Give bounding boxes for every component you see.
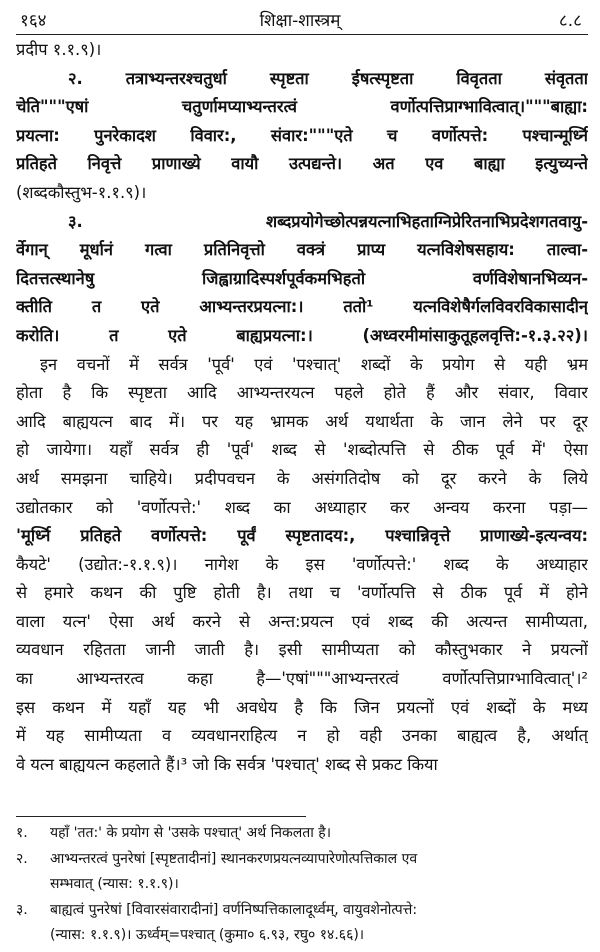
header-rule [16,34,588,35]
footnote-3-continuation: (न्यास: १.१.९)। ऊर्ध्वम्=पश्चात् (कुमा० ६.९३, रघु० १४.६६)। [50,927,365,943]
footnote-3 [16,898,588,924]
quote-line: क्तीति त एते आभ्यन्तरप्रयत्ना:। ततो¹ यत्नविशेषैर्गलविवरविकासादीन् [16,297,588,317]
footnote-text: यहाँ 'तत:' के प्रयोग से 'उसके पश्चात्' अर्थ निकलता है। [50,825,332,841]
section-number: ८.८ [558,11,582,31]
footnote-number: ३. [16,901,28,918]
main-text [16,36,588,779]
page-number: १६४ [20,11,47,31]
quote-line: दितत्तत्स्थानेषु जिह्वाग्रादिस्पर्शपूर्वकमभिहतो वर्णविशेषानभिव्यन- [16,268,588,288]
text-line: प्रदीप १.१.९)। [16,40,102,59]
text-line: कैयटे' (उद्योत:-१.१.९)। नागेश के इस 'वर्णोत्पत्ते:' शब्द के अध्याहार [16,554,588,574]
text-line: का आभ्यन्तरत्व कहा है—'एषां"""आभ्यन्तरत्वं वर्णोत्पत्तिप्राग्भावित्वात्'।² [16,669,588,689]
footnote-2-continuation: सम्भवात् (न्यास: १.१.९)। [50,876,179,892]
citation-line: (शब्दकौस्तुभ-१.१.९)। [16,182,147,202]
text-line: आदि बाह्ययत्न बाद में। पर यह भ्रामक अर्थ यथार्थता के जान लेने पर दूर [16,411,588,431]
text-line: वाला यत्न' ऐसा अर्थ करने से अन्त:प्रयत्न एवं शब्द की अत्यन्त सामीप्यता, [16,611,588,631]
quote-line: र्वेगान् मूर्धानं गत्वा प्रतिनिवृत्तो वक्त्रं प्राप्य यत्नविशेषसहाय: ताल्वा- [16,240,588,260]
quote-line: २. तत्राभ्यन्तरश्चतुर्धा स्पृष्टता ईषत्स्पृष्टता विवृतता संवृतता [68,68,588,88]
text-line: वे यत्न बाह्ययत्न कहलाते हैं।³ जो कि सर्वत्र 'पश्चात्' शब्द से प्रकट किया [16,754,438,774]
text-line: उद्योतकार को 'वर्णोत्पत्ते:' शब्द का अध्याहार कर अन्वय करना पड़ा— [16,497,588,517]
footnote-2 [16,847,588,873]
quote-line: प्रतिहते निवृत्ते प्राणाख्ये वायौ उत्पद्यन्ते। अत एव बाह्या इत्युच्यन्ते [16,154,588,174]
quote-line: ३. शब्दप्रयोगेच्छोत्पन्नयत्नाभिहताग्निप्रेरितनाभिप्रदेशगतवायु- [68,211,588,231]
footnote-1 [16,821,588,847]
quote-line: चेति"""एषां चतुर्णामप्याभ्यन्तरत्वं वर्णोत्पत्तिप्राग्भावित्वात्।"""बाह्या: [16,97,588,117]
footnote-rule [16,816,306,817]
footnotes [16,821,588,949]
footnote-text: बाह्यत्वं पुनरेषां [विवारसंवारादीनां] वर्णनिष्पत्तिकालादूर्ध्वम्, वायुवशेनोत्पत्ते: [50,901,418,918]
text-line: से हमारे कथन की पुष्टि होती है। तथा च 'वर्णोत्पत्ति से ठीक पूर्व में होने [16,583,588,603]
footnote-number: १. [16,825,28,841]
page-header [0,6,600,32]
quote-line: करोति। त एते बाह्यप्रयत्ना:। (अध्वरमीमांसाकुतूहलवृत्ति:-१.३.२२)। [16,325,588,345]
text-line: इस कथन में यहाँ यह भी अवधेय है कि जिन प्रयत्नों एवं शब्दों के मध्य [16,697,588,717]
running-title: शिक्षा-शास्त्रम् [259,11,341,31]
footnote-number: २. [16,850,28,867]
quote-line: प्रयत्ना: पुनरेकादश विवार:, संवार:"""एते च वर्णोत्पत्ते: पश्चान्मूर्ध्नि [16,125,588,145]
text-line: 'मूर्ध्नि प्रतिहते वर्णोत्पत्ते: पूर्वं स्पृष्टतादय:, पश्चान्निवृत्ते प्राणाख्ये-इत्यन्वय: [16,526,588,546]
footnote-text: आभ्यन्तरत्वं पुनरेषां [स्पृष्टतादीनां] स्थानकरणप्रयत्नव्यापारेणोत्पत्तिकाल एव [50,850,418,867]
text-line: व्यवधान रहितता जानी जाती है। इसी सामीप्यता को कौस्तुभकार ने प्रयत्नों [16,640,588,660]
text-line: होता है कि स्पृष्टता आदि आभ्यन्तरयत्न पहले होते हैं और संवार, विवार [16,383,588,403]
text-line: हो जायेगा। यहाँ सर्वत्र ही 'पूर्व' शब्द से 'शब्दोत्पत्ति से ठीक पूर्व में' ऐसा [16,440,588,460]
text-line: इन वचनों में सर्वत्र 'पूर्व' एवं 'पश्चात्' शब्दों के प्रयोग से यही भ्रम [40,354,588,374]
text-line: अर्थ समझना चाहिये। प्रदीपवचन के असंगतिदोष को दूर करने के लिये [16,468,588,488]
text-line: में यह सामीप्यता व व्यवधानराहित्य न हो वही उनका बाह्यत्व है, अर्थात् [16,726,588,746]
